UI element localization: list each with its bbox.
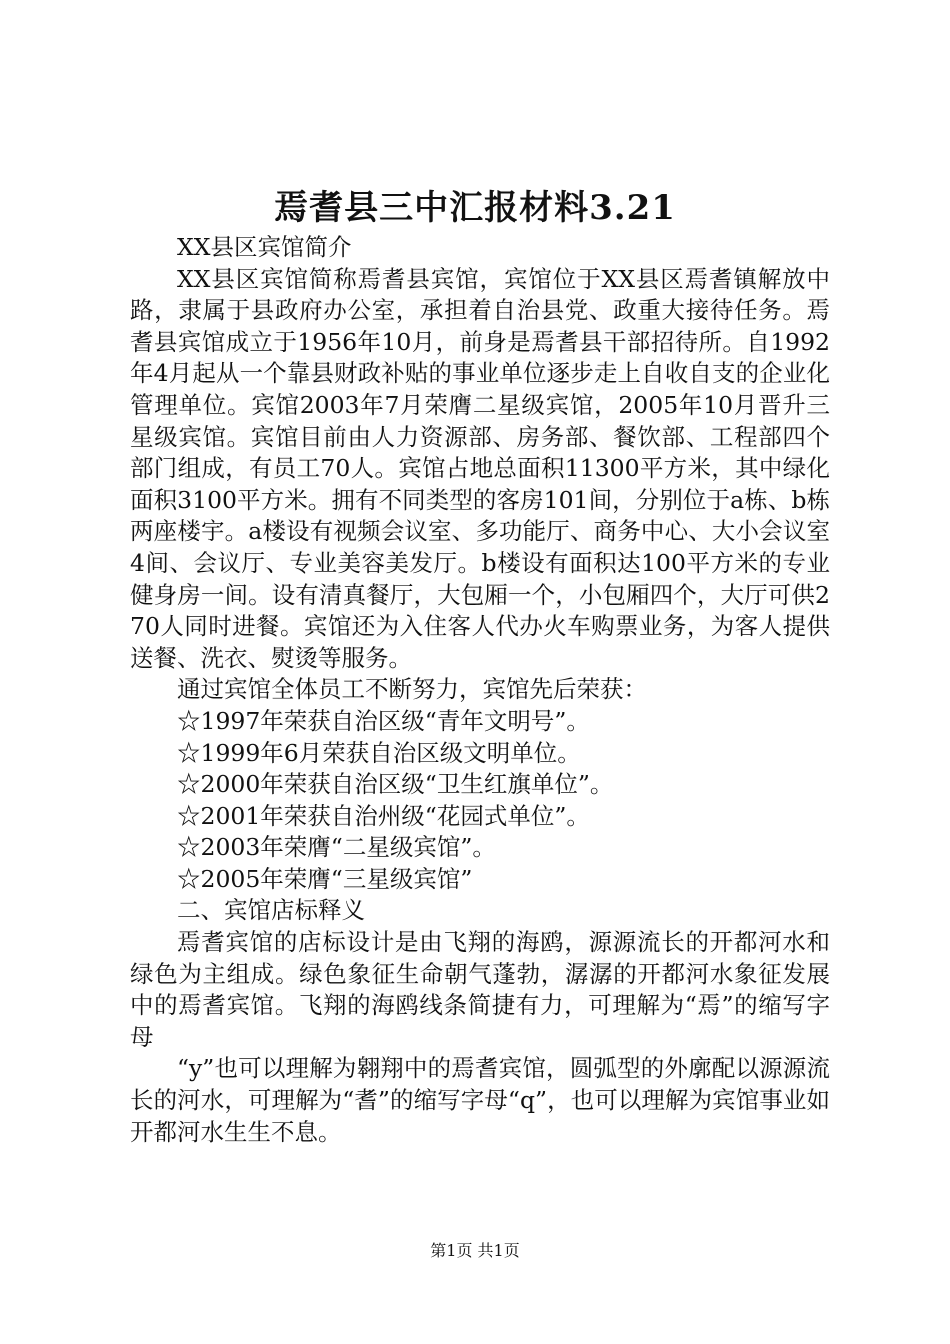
- document-body: [130, 232, 830, 1148]
- honor-item-1997: ☆1997年荣获自治区级“青年文明号”。: [177, 706, 590, 735]
- paragraph-honors-intro: 通过宾馆全体员工不断努力，宾馆先后荣获：: [177, 675, 647, 704]
- page-footer: 第1页 共1页: [430, 1241, 520, 1260]
- honor-item-2005: ☆2005年荣膺“三星级宾馆”: [177, 864, 473, 893]
- honor-item-1999: ☆1999年6月荣获自治区级文明单位。: [177, 738, 581, 767]
- section-heading-intro: XX县区宾馆简介: [177, 233, 352, 261]
- document-title: 焉耆县三中汇报材料3.21: [274, 188, 676, 228]
- paragraph-logo-design: 焉耆宾馆的店标设计是由飞翔的海鸥，源源流长的开都河水和绿色为主组成。绿色象征生命朝气蓬勃，潺潺的开都河水象征发展中的焉耆宾馆。飞翔的海鸥线条简捷有力，可理解为“焉”的缩写字母: [130, 928, 830, 1051]
- section-heading-logo: 二、宾馆店标释义: [177, 896, 365, 925]
- honor-item-2001: ☆2001年荣获自治州级“花园式单位”。: [177, 801, 590, 830]
- honor-item-2000: ☆2000年荣获自治区级“卫生红旗单位”。: [177, 770, 614, 799]
- honor-item-2003: ☆2003年荣膺“二星级宾馆”。: [177, 833, 496, 862]
- paragraph-logo-meaning: “y”也可以理解为翱翔中的焉耆宾馆，圆弧型的外廓配以源源流长的河水，可理解为“耆”的缩写字母“q”，也可以理解为宾馆事业如开都河水生生不息。: [130, 1054, 830, 1146]
- paragraph-hotel-profile: XX县区宾馆简称焉耆县宾馆，宾馆位于XX县区焉耆镇解放中路，隶属于县政府办公室，承担着自治县党、政重大接待任务。焉耆县宾馆成立于1956年10月，前身是焉耆县干部招待所。自1992年4月起从一个靠县财政补贴的事业单位逐步走上自收自支的企业化管理单位。宾馆2003年7月荣膺二星级宾馆，2005年10月晋升三星级宾馆。宾馆目前由人力资源部、房务部、餐饮部、工程部四个部门组成，有员工70人。宾馆占地总面积11300平方米，其中绿化面积3100平方米。拥有不同类型的客房101间，分别位于a栋、b栋两座楼宇。a楼设有视频会议室、多功能厅、商务中心、大小会议室4间、会议厅、专业美容美发厅。b楼设有面积达100平方米的专业健身房一间。设有清真餐厅，大包厢一个，小包厢四个，大厅可供270人同时进餐。宾馆还为入住客人代办火车购票业务，为客人提供送餐、洗衣、熨烫等服务。: [130, 264, 830, 672]
